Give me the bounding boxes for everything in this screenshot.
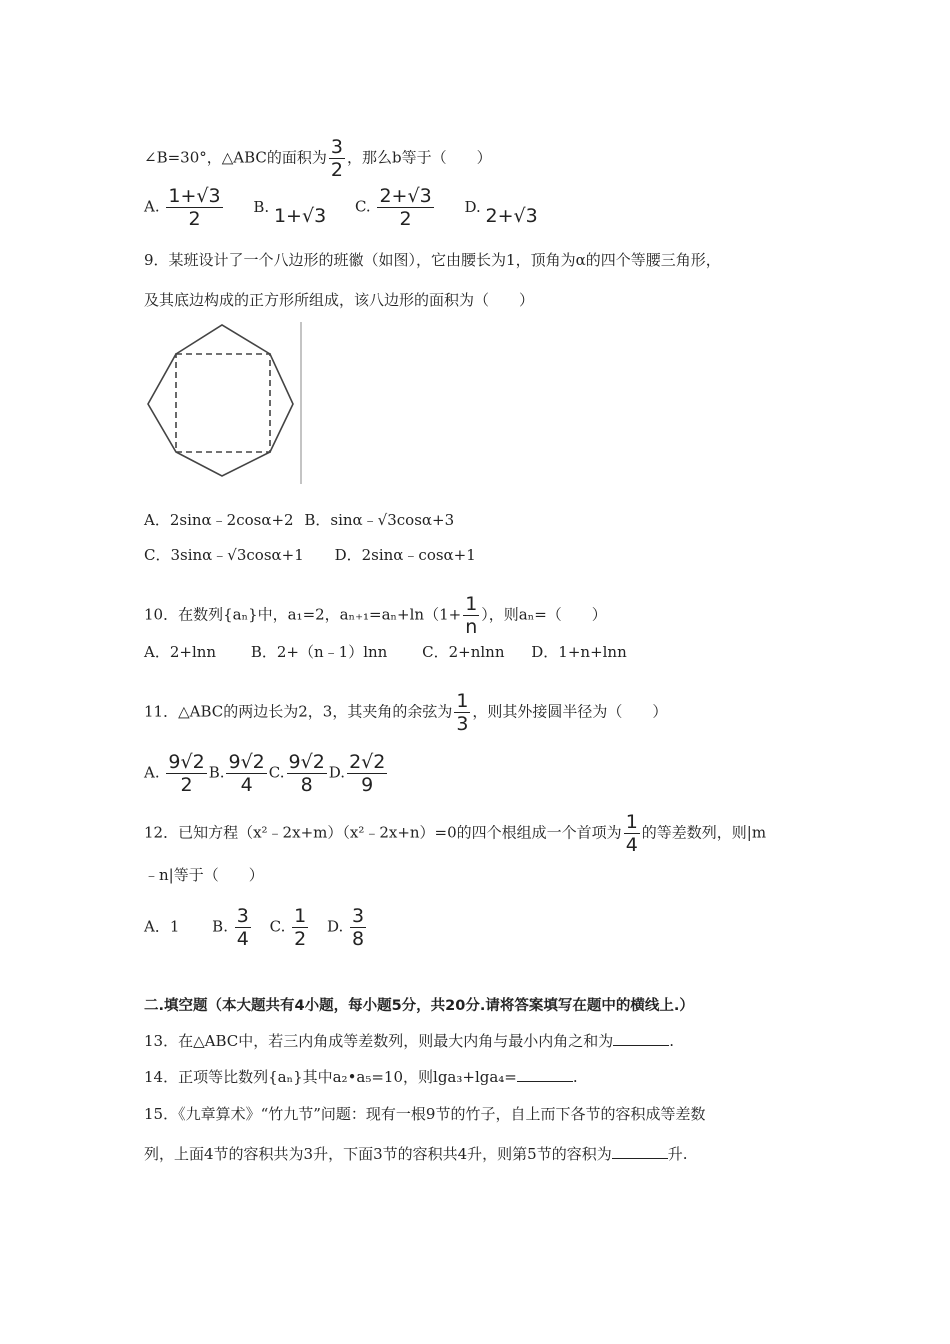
q8-fraction: $\frac{3}{2}$: [330, 136, 343, 181]
q11-option-b[interactable]: B. $\frac{9√2}{4}$: [208, 751, 265, 796]
q14-answer-blank[interactable]: [517, 1067, 573, 1082]
octagon-figure: [144, 320, 306, 486]
q8-option-a[interactable]: A. $\frac{1+√3}{2}$: [144, 185, 221, 230]
q8-options: [144, 185, 538, 230]
q10-option-a[interactable]: A．2+lnn: [144, 643, 217, 661]
q11-options: [144, 751, 389, 796]
q15-stem-line2: 列，上面4节的容积共为3升，下面3节的容积共4升，则第5节的容积为 升.: [144, 1145, 688, 1163]
q12-stem-line1: 12．已知方程（x²﹣2x+m）（x²﹣2x+n）=0的四个根组成一个首项为 $\frac{1}{4}$ 的等差数列，则|m: [144, 811, 767, 856]
q12-option-c[interactable]: C. $\frac{1}{2}$: [269, 905, 307, 950]
q10-option-b[interactable]: B．2+（n﹣1）lnn: [250, 643, 388, 661]
q10-stem: 10．在数列{aₙ}中，a₁=2，aₙ₊₁=aₙ+ln（1+ $\frac{1}{n}$ ），则aₙ=（ ）: [144, 593, 607, 638]
q8-option-c[interactable]: C. $\frac{2+√3}{2}$: [354, 185, 432, 230]
q11-option-a[interactable]: A. $\frac{9√2}{2}$: [144, 751, 205, 796]
q15-stem-line1: 15．《九章算术》“竹九节”问题：现有一根9节的竹子，自上而下各节的容积成等差数: [144, 1105, 706, 1123]
q11-option-c[interactable]: C. $\frac{9√2}{8}$: [268, 751, 325, 796]
q9-option-b[interactable]: B．sinα﹣√3cosα+3: [304, 511, 455, 529]
q9-options-row2: [144, 545, 476, 565]
octagon-outline: [148, 325, 293, 476]
q9-option-d[interactable]: D．2sinα﹣cosα+1: [334, 546, 476, 564]
q8-option-b[interactable]: B. 1+√3: [253, 197, 327, 227]
q10-option-c[interactable]: C．2+nlnn: [422, 643, 505, 661]
q12-stem-line2: ﹣n|等于（ ）: [144, 866, 264, 884]
q9-stem-line1: 9．某班设计了一个八边形的班徽（如图），它由腰长为1，顶角为α的四个等腰三角形，: [144, 251, 721, 269]
q9-option-c[interactable]: C．3sinα﹣√3cosα+1: [144, 546, 304, 564]
q9-stem-line2: 及其底边构成的正方形所组成，该八边形的面积为（ ）: [144, 291, 535, 309]
q11-stem: 11．△ABC的两边长为2，3，其夹角的余弦为 $\frac{1}{3}$ ，则其外接圆半径为（ ）: [144, 690, 668, 735]
q12-options: [144, 905, 368, 950]
q11-option-d[interactable]: D. $\frac{2√2}{9}$: [328, 751, 386, 796]
q14-stem: 14．正项等比数列{aₙ}其中a₂•a₅=10，则lga₃+lga₄= .: [144, 1068, 578, 1086]
q13-stem: 13．在△ABC中，若三内角成等差数列，则最大内角与最小内角之和为 .: [144, 1032, 675, 1050]
q8-option-d[interactable]: D. 2+√3: [464, 197, 538, 227]
q9-options-row1: [144, 510, 454, 530]
q9-option-a[interactable]: A．2sinα﹣2cosα+2: [144, 511, 294, 529]
q12-option-a[interactable]: A．1: [144, 917, 180, 936]
q10-option-d[interactable]: D．1+n+lnn: [531, 643, 627, 661]
q12-option-b[interactable]: B. $\frac{3}{4}$: [212, 905, 249, 950]
q13-answer-blank[interactable]: [613, 1031, 669, 1046]
q15-answer-blank[interactable]: [612, 1144, 668, 1159]
dashed-square: [176, 354, 270, 452]
q12-option-d[interactable]: D. $\frac{3}{8}$: [327, 905, 365, 950]
q8-stem: ∠B=30°，△ABC的面积为 $\frac{3}{2}$ ，那么b等于（ ）: [144, 136, 492, 181]
q10-options: [144, 642, 627, 662]
section-heading: 二.填空题（本大题共有4小题，每小题5分，共20分.请将答案填写在题中的横线上.）: [144, 998, 694, 1014]
